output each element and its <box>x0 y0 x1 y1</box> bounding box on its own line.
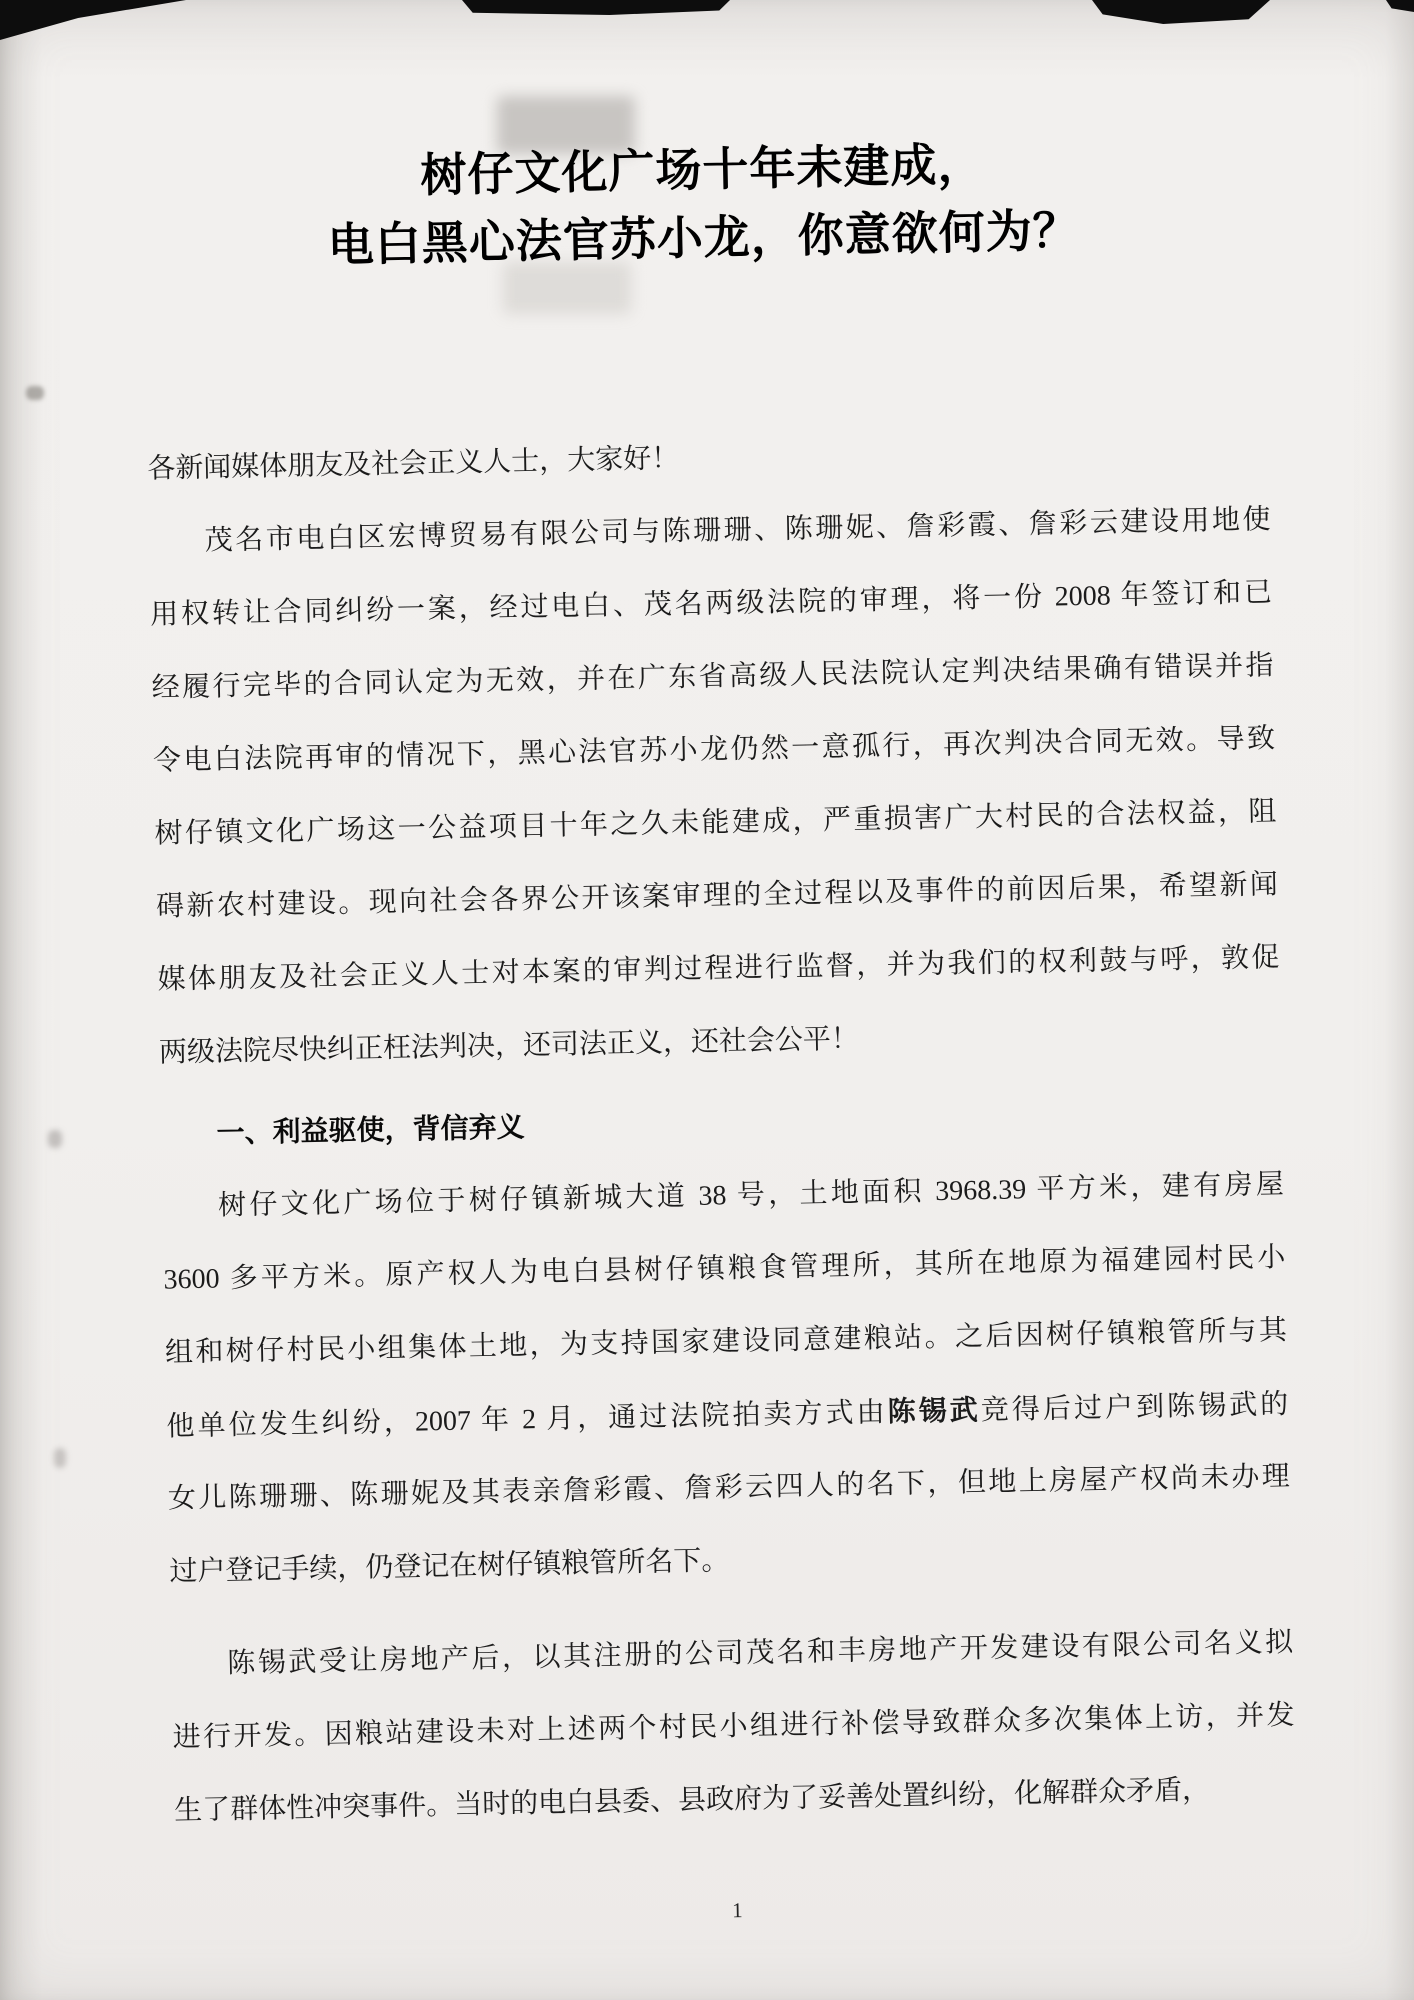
title-line-1: 树仔文化广场十年未建成， <box>419 136 985 203</box>
paragraph-1 <box>148 483 1281 1089</box>
document-content <box>141 124 1299 1939</box>
margin-smudge <box>26 386 44 400</box>
text-line: 组和树仔村民小组集体土地，为支持国家建设同意建粮站。之后因树仔镇粮管所与其 <box>164 1315 1288 1369</box>
scan-artifact-top-left <box>0 0 186 40</box>
text-line: 树仔文化广场位于树仔镇新城大道 38 号，土地面积 3968.39 平方米，建有房屋 <box>217 1169 1285 1222</box>
document-title <box>141 124 1266 282</box>
section-1-heading: 一、利益驱使，背信弃义 <box>216 1110 525 1150</box>
greeting-line: 各新闻媒体朋友及社会正义人士，大家好！ <box>146 443 680 485</box>
title-line-2: 电白黑心法官苏小龙，你意欲何为？ <box>327 202 1081 273</box>
text-line: 令电白法院再审的情况下，黑心法官苏小龙仍然一意孤行，再次判决合同无效。导致 <box>152 723 1276 777</box>
margin-smudge <box>54 1448 66 1468</box>
paragraph-3 <box>171 1606 1297 1847</box>
text-line: 过户登记手续，仍登记在树仔镇粮管所名下。 <box>169 1545 730 1588</box>
text-line: 树仔镇文化广场这一公益项目十年之久未能建成，严重损害广大村民的合法权益，阻 <box>154 796 1277 850</box>
text-segment: 竞得后过户到陈锡武的 <box>980 1389 1289 1427</box>
text-line: 碍新农村建设。现向社会各界公开该案审理的全过程以及事件的前因后果，希望新闻 <box>155 869 1279 923</box>
text-line: 陈锡武受让房地产后，以其注册的公司茂名和丰房地产开发建设有限公司名义拟 <box>226 1626 1294 1680</box>
text-line: 女儿陈珊珊、陈珊妮及其表亲詹彩霞、詹彩云四人的名下，但地上房屋产权尚未办理 <box>167 1461 1291 1515</box>
page-number: 1 <box>731 1898 743 1923</box>
margin-smudge <box>48 1130 62 1148</box>
scan-artifact-top-middle <box>462 0 730 15</box>
text-line: 生了群体性冲突事件。当时的电白县委、县政府为了妥善处置纠纷，化解群众矛盾， <box>173 1774 1211 1827</box>
text-line: 进行开发。因粮站建设未对上述两个村民小组进行补偿导致群众多次集体上访，并发 <box>172 1699 1295 1754</box>
text-line: 3600 多平方米。原产权人为电白县树仔镇粮食管理所，其所在地原为福建园村民小 <box>163 1242 1286 1296</box>
scan-artifact-top-right <box>1092 0 1270 24</box>
text-segment: 他单位发生纠纷，2007 年 2 月，通过法院拍卖方式由 <box>166 1397 888 1443</box>
scan-artifact-top-corner <box>1386 0 1414 12</box>
text-line: 经履行完毕的合同认定为无效，并在广东省高级人民法院认定判决结果确有错误并指 <box>151 650 1274 704</box>
text-line: 用权转让合同纠纷一案，经过电白、茂名两级法院的审理，将一份 2008 年签订和已 <box>149 577 1273 631</box>
text-line: 两级法院尽快纠正枉法判决，还司法正义，还社会公平！ <box>158 1023 860 1069</box>
text-line: 茂名市电白区宏博贸易有限公司与陈珊珊、陈珊妮、詹彩霞、詹彩云建设用地使 <box>204 504 1271 557</box>
text-line: 媒体朋友及社会正义人士对本案的审判过程进行监督，并为我们的权利鼓与呼，敦促 <box>157 942 1280 996</box>
bold-name-chen-xiwu: 陈锡武 <box>887 1393 982 1429</box>
paragraph-2 <box>161 1148 1292 1608</box>
